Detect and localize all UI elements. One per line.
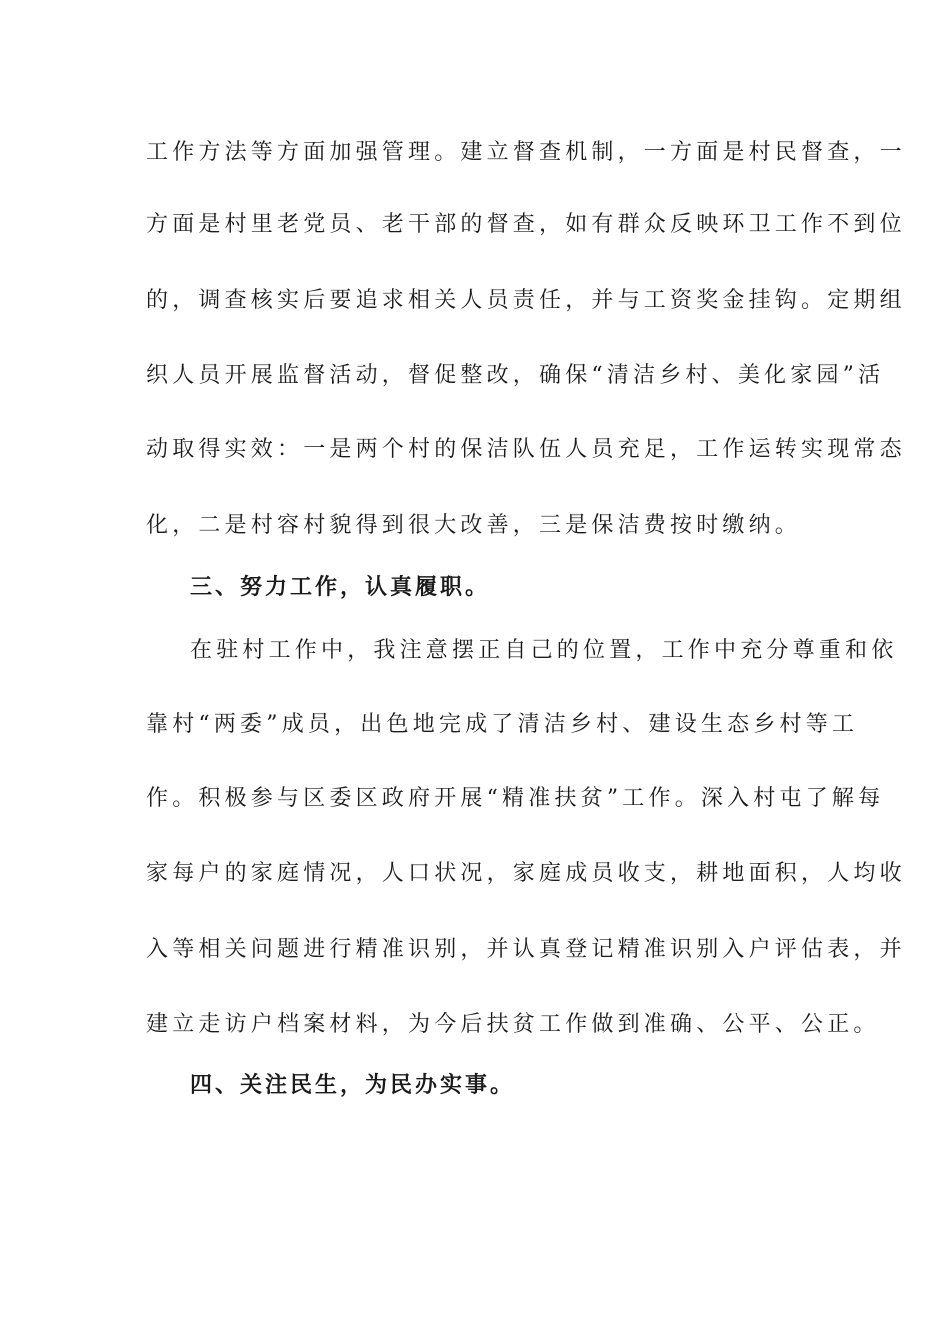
body-text-line: 动取得实效：一是两个村的保洁队伍人员充足，工作运转实现常态 <box>146 437 906 462</box>
body-text-line: 在驻村工作中，我注意摆正自己的位置，工作中充分尊重和依 <box>190 638 898 663</box>
body-text-line: 化，二是村容村貌得到很大改善，三是保洁费按时缴纳。 <box>146 513 802 538</box>
section-heading-4: 四、关注民生，为民办实事。 <box>190 1073 516 1098</box>
body-text-line: 方面是村里老党员、老干部的督查，如有群众反映环卫工作不到位 <box>146 212 906 237</box>
body-text-line: 作。积极参与区委区政府开展“精准扶贫”工作。深入村屯了解每 <box>146 786 885 811</box>
body-text-line: 靠村“两委”成员，出色地完成了清洁乡村、建设生态乡村等工 <box>146 712 859 737</box>
body-text-line: 建立走访户档案材料，为今后扶贫工作做到准确、公平、公正。 <box>146 1012 880 1037</box>
section-heading-3: 三、努力工作，认真履职。 <box>190 575 491 600</box>
body-text-line: 的，调查核实后要追求相关人员责任，并与工资奖金挂钩。定期组 <box>146 288 906 313</box>
body-text-line: 织人员开展监督活动，督促整改，确保“清洁乡村、美化家园”活 <box>146 363 885 388</box>
body-text-line: 入等相关问题进行精准识别，并认真登记精准识别入户评估表，并 <box>146 937 906 962</box>
body-text-line: 工作方法等方面加强管理。建立督查机制，一方面是村民督查，一 <box>146 140 906 165</box>
body-text-line: 家每户的家庭情况，人口状况，家庭成员收支，耕地面积，人均收 <box>146 861 906 886</box>
